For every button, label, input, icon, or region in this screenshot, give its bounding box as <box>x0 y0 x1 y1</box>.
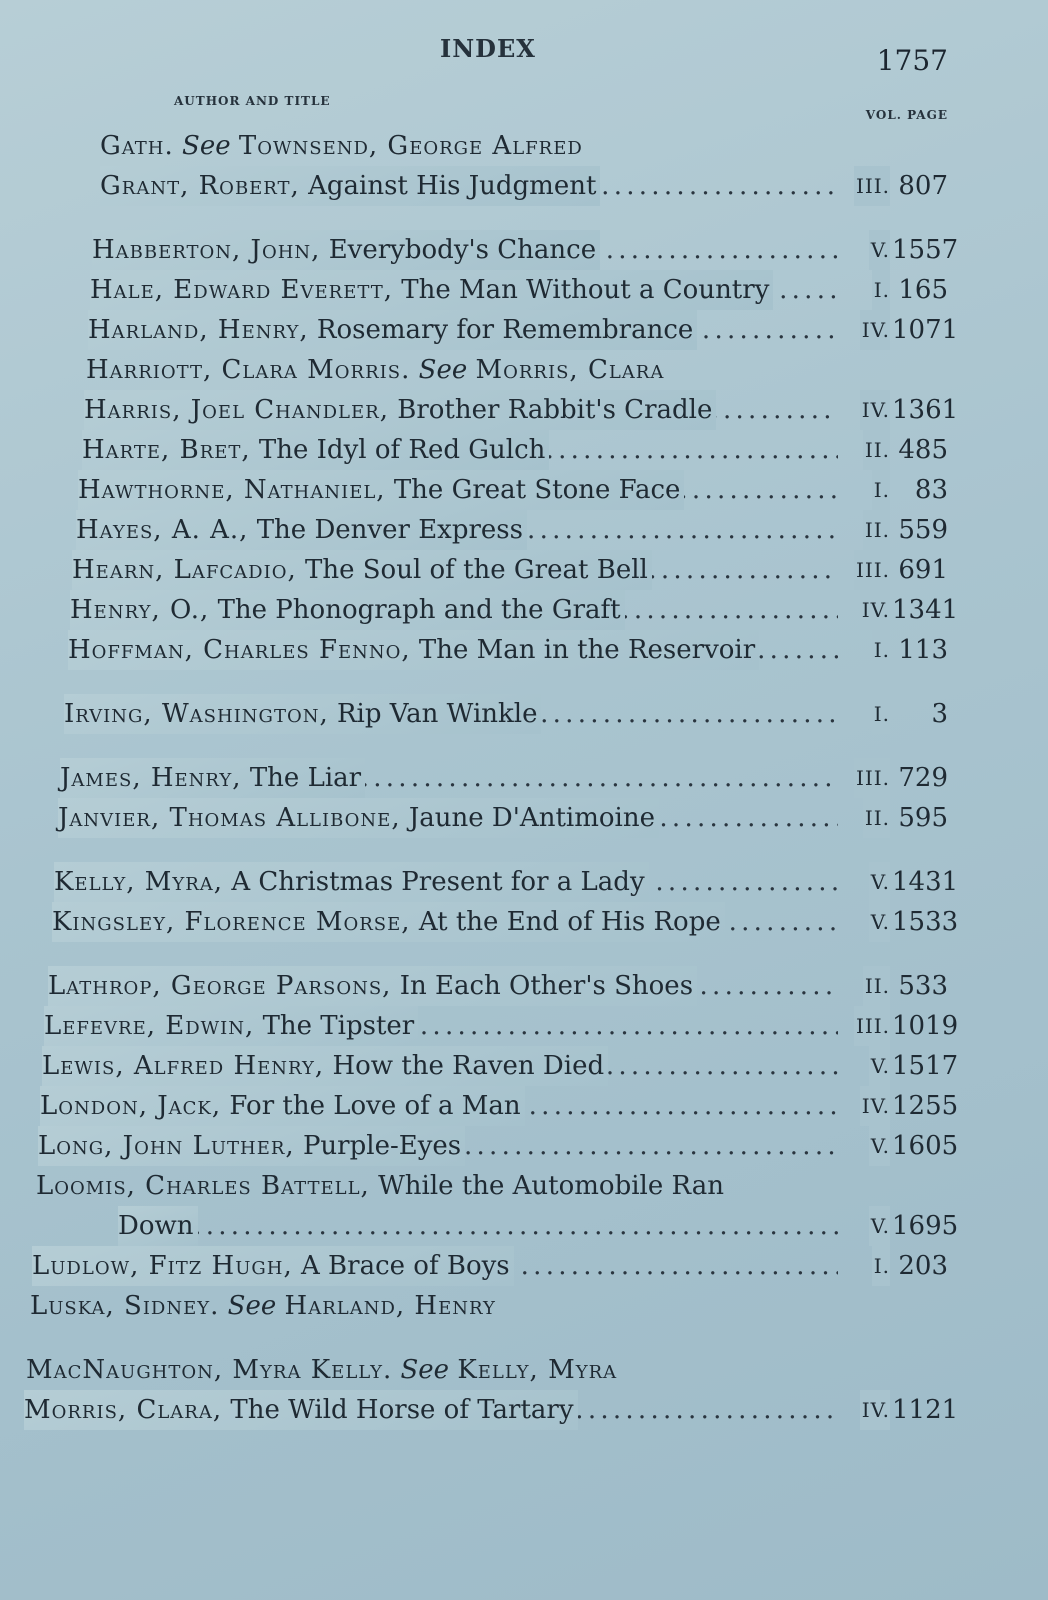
entry-volume: III. <box>854 166 890 206</box>
entry-page: 1071 <box>892 315 959 345</box>
entry-title: The Denver Express <box>256 515 523 545</box>
entry-title: In Each Other's Shoes <box>399 971 694 1001</box>
entry-author: Kingsley, Florence Morse, <box>52 907 411 937</box>
index-entry <box>48 630 948 670</box>
entry-volume: IV. <box>860 1390 890 1430</box>
entry-title: The Liar <box>249 763 362 793</box>
entry-page: 559 <box>898 515 948 545</box>
entry-author: Lefevre, Edwin, <box>44 1011 255 1041</box>
entry-author: Loomis, Charles Battell, <box>36 1171 370 1201</box>
entry-page: 1019 <box>892 1011 959 1041</box>
entry-see-word: See <box>182 131 231 161</box>
entry-page: 1341 <box>892 595 959 625</box>
entry-title: The Phonograph and the Graft <box>217 595 621 625</box>
entry-page: 691 <box>898 555 948 585</box>
entry-title: A Brace of Boys <box>301 1251 510 1281</box>
entry-page: 3 <box>931 699 948 729</box>
index-entry <box>48 230 959 270</box>
entry-see-target: Townsend, George Alfred <box>238 131 583 161</box>
entry-page: 1255 <box>892 1091 959 1121</box>
index-entry <box>30 1286 948 1326</box>
entry-volume: V. <box>869 1046 890 1086</box>
entry-volume: II. <box>863 430 890 470</box>
entry-volume: IV. <box>860 590 890 630</box>
entry-page: 203 <box>898 1251 948 1281</box>
entry-title: A Christmas Present for a Lady <box>231 867 645 897</box>
entry-author: Luska, Sidney. <box>30 1291 220 1321</box>
entry-title: Against His Judgment <box>308 171 597 201</box>
entry-author: Kelly, Myra, <box>54 867 224 897</box>
entry-title: The Tipster <box>262 1011 415 1041</box>
entry-author: Harte, Bret, <box>82 435 251 465</box>
entry-title: At the End of His Rope <box>418 907 721 937</box>
index-entry <box>48 550 948 590</box>
entry-volume: V. <box>869 862 890 902</box>
index-entry <box>48 902 959 942</box>
entry-volume: I. <box>872 694 890 734</box>
entry-page: 1431 <box>892 867 959 897</box>
entry-author: Henry, O., <box>70 595 210 625</box>
entry-page: 165 <box>898 275 948 305</box>
entry-page: 1557 <box>892 235 959 265</box>
page-number: 1757 <box>876 44 948 77</box>
index-entry <box>48 590 959 630</box>
entry-volume: V. <box>869 1126 890 1166</box>
entry-author: London, Jack, <box>40 1091 222 1121</box>
index-entry <box>26 1350 948 1390</box>
entry-volume: V. <box>869 1206 890 1246</box>
entry-see-word: See <box>227 1291 277 1321</box>
entry-title-continuation: Down <box>118 1211 194 1241</box>
index-entry <box>48 350 948 390</box>
index-entry <box>48 694 948 734</box>
entry-page: 1121 <box>892 1395 959 1425</box>
entry-title: While the Automobile Ran <box>378 1171 724 1201</box>
entry-page: 1361 <box>892 395 959 425</box>
entry-title: The Wild Horse of Tartary <box>230 1395 574 1425</box>
entry-author: Hayes, A. A., <box>76 515 249 545</box>
page-header <box>0 30 1048 80</box>
entry-volume: I. <box>872 470 890 510</box>
entry-page: 485 <box>898 435 948 465</box>
entry-title: Everybody's Chance <box>328 235 597 265</box>
index-entries <box>24 126 959 1430</box>
entry-author: Long, John Luther, <box>38 1131 295 1161</box>
column-heading-vol-page: VOL. PAGE <box>865 108 948 122</box>
entry-volume: III. <box>854 758 890 798</box>
index-entry <box>48 310 959 350</box>
entry-page: 1517 <box>892 1051 959 1081</box>
entry-author: Janvier, Thomas Allibone, <box>58 803 401 833</box>
entry-see-target: Harland, Henry <box>284 1291 496 1321</box>
index-entry <box>38 1126 959 1166</box>
entry-author: Habberton, John, <box>92 235 321 265</box>
index-entry <box>40 1086 959 1126</box>
dot-leader <box>118 1206 838 1246</box>
entry-author: Hearn, Lafcadio, <box>72 555 297 585</box>
entry-volume: I. <box>872 1246 890 1286</box>
index-entry <box>48 430 948 470</box>
index-entry <box>32 1246 948 1286</box>
entry-volume: II. <box>863 798 890 838</box>
entry-page: 595 <box>898 803 948 833</box>
entry-title: How the Raven Died <box>332 1051 605 1081</box>
entry-author: Harris, Joel Chandler, <box>84 395 389 425</box>
entry-author: Lathrop, George Parsons, <box>48 971 392 1001</box>
entry-volume: I. <box>872 630 890 670</box>
page-title: INDEX <box>440 34 536 63</box>
entry-page: 807 <box>898 171 948 201</box>
entry-volume: III. <box>854 550 890 590</box>
entry-volume: I. <box>872 270 890 310</box>
entry-page: 83 <box>914 475 948 505</box>
entry-title: Jaune D'Antimoine <box>408 803 655 833</box>
entry-see-word: See <box>400 1355 450 1385</box>
index-entry-continuation <box>48 1206 959 1246</box>
entry-author: Harriott, Clara Morris. <box>86 355 411 385</box>
entry-title: The Great Stone Face <box>393 475 681 505</box>
index-entry <box>42 1046 959 1086</box>
index-entry <box>48 166 948 206</box>
index-entry <box>48 510 948 550</box>
entry-volume: IV. <box>860 390 890 430</box>
index-entry <box>48 270 948 310</box>
entry-author: Lewis, Alfred Henry, <box>42 1051 325 1081</box>
entry-volume: V. <box>869 230 890 270</box>
index-entry <box>24 1390 959 1430</box>
entry-page: 533 <box>898 971 948 1001</box>
index-entry <box>48 126 948 166</box>
entry-page: 729 <box>898 763 948 793</box>
index-entry <box>48 390 959 430</box>
entry-volume: II. <box>863 966 890 1006</box>
entry-page: 113 <box>898 635 948 665</box>
index-entry <box>48 470 948 510</box>
index-entry <box>44 1006 959 1046</box>
entry-volume: IV. <box>860 1086 890 1126</box>
entry-see-word: See <box>418 355 468 385</box>
entry-author: Irving, Washington, <box>64 699 329 729</box>
entry-title: Brother Rabbit's Cradle <box>397 395 713 425</box>
index-entry <box>36 1166 948 1206</box>
entry-author: Morris, Clara, <box>24 1395 223 1425</box>
entry-volume: IV. <box>860 310 890 350</box>
entry-title: For the Love of a Man <box>229 1091 521 1121</box>
column-heading-author-title: AUTHOR AND TITLE <box>174 94 331 108</box>
entry-see-target: Morris, Clara <box>475 355 665 385</box>
entry-title: The Man in the Reservoir <box>418 635 756 665</box>
entry-volume: III. <box>854 1006 890 1046</box>
index-entry <box>48 966 948 1006</box>
entry-author: Harland, Henry, <box>88 315 309 345</box>
entry-volume: II. <box>863 510 890 550</box>
entry-page: 1695 <box>892 1211 959 1241</box>
entry-page: 1605 <box>892 1131 959 1161</box>
entry-author: Gath. <box>100 131 174 161</box>
index-entry <box>48 798 948 838</box>
entry-title: Rip Van Winkle <box>336 699 538 729</box>
entry-author: MacNaughton, Myra Kelly. <box>26 1355 393 1385</box>
entry-title: The Soul of the Great Bell <box>305 555 648 585</box>
entry-see-target: Kelly, Myra <box>457 1355 618 1385</box>
entry-title: The Man Without a Country <box>401 275 770 305</box>
entry-author: Hale, Edward Everett, <box>90 275 393 305</box>
entry-title: The Idyl of Red Gulch <box>258 435 546 465</box>
entry-title: Purple-Eyes <box>302 1131 462 1161</box>
entry-author: Ludlow, Fitz Hugh, <box>32 1251 293 1281</box>
entry-author: James, Henry, <box>60 763 242 793</box>
entry-page: 1533 <box>892 907 959 937</box>
entry-title: Rosemary for Remembrance <box>316 315 694 345</box>
index-entry <box>48 862 959 902</box>
entry-author: Grant, Robert, <box>100 171 300 201</box>
entry-author: Hawthorne, Nathaniel, <box>78 475 386 505</box>
index-entry <box>48 758 948 798</box>
entry-author: Hoffman, Charles Fenno, <box>68 635 411 665</box>
entry-volume: V. <box>869 902 890 942</box>
